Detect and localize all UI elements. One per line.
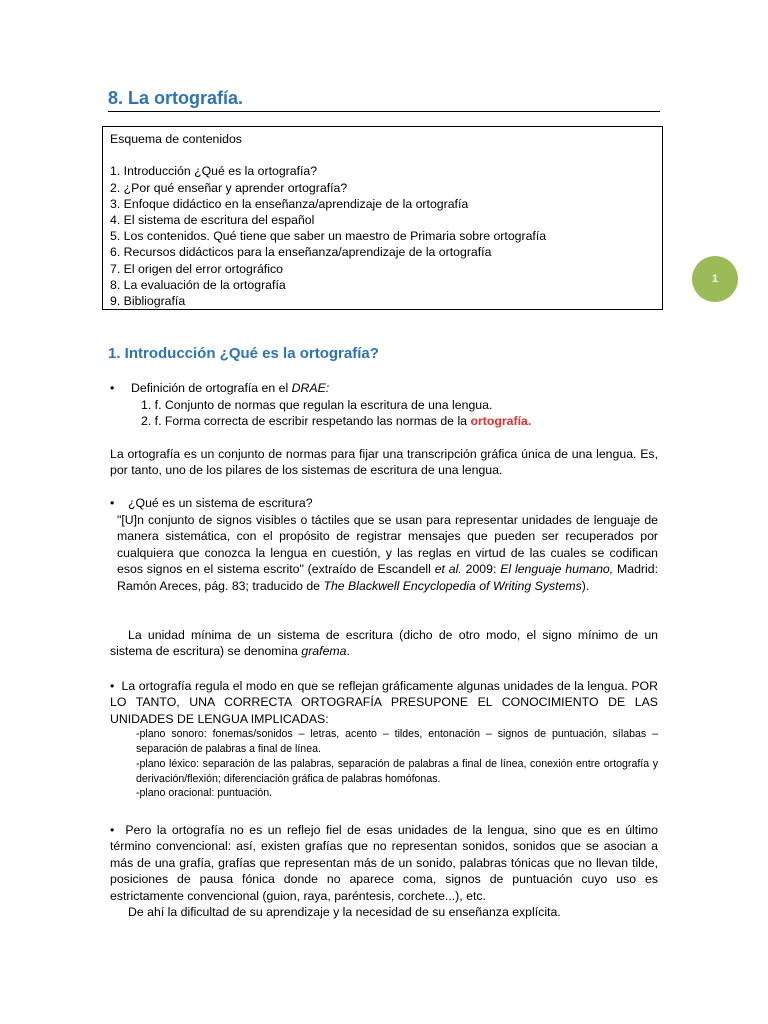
writing-system-quote: "[U]n conjunto de signos visibles o táctiles que se usan para representar unidades de lenguaje de manera sistemática, con el propósito de registrar mensajes que pueden ser recuperados por cualquiera que conozca la lengua en cuestión, y las reglas en virtud de las cuales se codifican esos signos en el sistema escrito" (extraído de Escandell et al. 2009: El lenguaje humano, Madrid: Ramón Areces, pág. 83; traducido de The Blackwell Encyclopedia of Writing Systems). [117, 513, 659, 593]
toc-item: 9. Bibliografía [110, 293, 186, 308]
title-underline [108, 111, 660, 112]
toc-item: 3. Enfoque didáctico en la enseñanza/aprendizaje de la ortografía [110, 196, 469, 211]
plano-oracional: -plano oracional: puntuación. [136, 787, 273, 799]
plano-lexico: -plano léxico: separación de las palabras, separación de palabras a final de línea, conexión entre ortografía y derivación/flexión; diferenciación gráfica de palabras homófonas. [136, 758, 658, 785]
toc-item: 2. ¿Por qué enseñar y aprender ortografía? [110, 180, 348, 195]
toc-title: Esquema de contenidos [110, 132, 242, 146]
bullet-icon: • [110, 381, 115, 395]
paragraph-convencional: • Pero la ortografía no es un reflejo fiel de esas unidades de la lengua, sino que es en último término convencional: así, existen grafías que no representan sonidos, sonidos que se asocian a más de una grafía, grafías que representan más de un sonido, palabras tónicas que no llevan tilde, posiciones de pausa fónica donde no aparece coma, signos de puntuación cuyo uso es estrictamente convencional (guion, raya, paréntesis, corchete...), etc. [110, 823, 659, 903]
plano-sonoro: -plano sonoro: fonemas/sonidos – letras, acento – tildes, entonación – signos de puntuación, sílabas – separación de palabras a final de línea. [136, 728, 658, 755]
bullet-icon: • [110, 496, 115, 510]
toc-item: 7. El origen del error ortográfico [110, 261, 283, 276]
toc-item: 6. Recursos didácticos para la enseñanza/aprendizaje de la ortografía [110, 245, 492, 260]
paragraph-units: • La ortografía regula el modo en que se reflejan gráficamente algunas unidades de la lengua. POR LO TANTO, UNA CORRECTA ORTOGRAFÍA PRESUPONE EL CONOCIMIENTO DE LAS UNIDADES DE LENGUA IMPLICADAS: [110, 679, 659, 726]
table-of-contents [102, 126, 663, 310]
paragraph-grafema: La unidad mínima de un sistema de escritura (dicho de otro modo, el signo mínimo de un sistema de escritura) se denomina grafema. [110, 628, 658, 659]
section-heading: 1. Introducción ¿Qué es la ortografía? [108, 345, 379, 362]
grafema-term: grafema [301, 644, 347, 659]
page-number-badge: 1 [692, 256, 738, 302]
definition-2: 2. f. Forma correcta de escribir respetando las normas de la ortografía. [141, 414, 532, 428]
highlighted-term: ortografía. [470, 414, 532, 428]
bullet-icon: • [110, 823, 126, 837]
paragraph-ortografia: La ortografía es un conjunto de normas para fijar una transcripción gráfica única de una lengua. Es, por tanto, uno de los pilares de los sistemas de escritura de una lengua. [110, 447, 658, 478]
question-writing-system: ¿Qué es un sistema de escritura? [128, 496, 313, 510]
drae-definition: Definición de ortografía en el DRAE: [131, 381, 330, 395]
toc-item: 4. El sistema de escritura del español [110, 212, 315, 227]
drae-term: DRAE: [291, 381, 330, 395]
bullet-icon: • [110, 679, 122, 693]
toc-item: 5. Los contenidos. Qué tiene que saber un maestro de Primaria sobre ortografía [110, 229, 547, 244]
toc-item: 1. Introducción ¿Qué es la ortografía? [110, 164, 318, 179]
toc-item: 8. La evaluación de la ortografía [110, 277, 286, 292]
closing-sentence: De ahí la dificultad de su aprendizaje y la necesidad de su enseñanza explícita. [128, 905, 561, 919]
definition-1: 1. f. Conjunto de normas que regulan la escritura de una lengua. [141, 398, 493, 412]
page-title: 8. La ortografía. [108, 88, 244, 108]
